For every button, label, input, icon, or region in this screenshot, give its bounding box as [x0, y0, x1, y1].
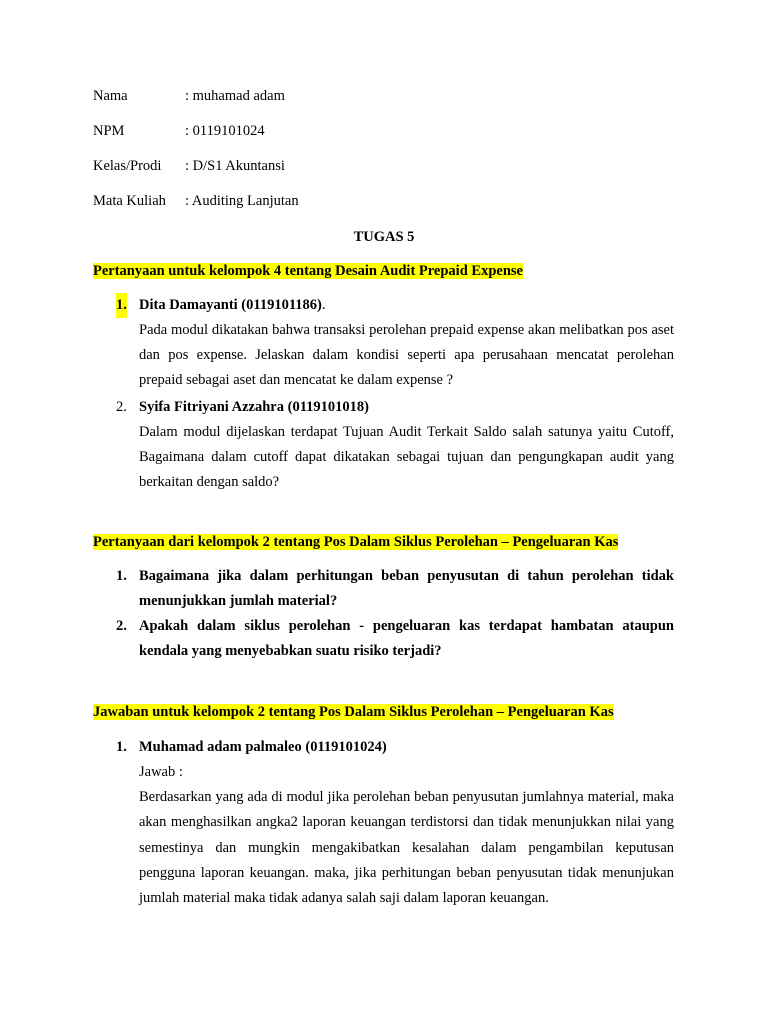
- section1-heading: [93, 262, 523, 280]
- list-number: 2.: [116, 618, 127, 634]
- question-text: Bagaimana jika dalam perhitungan beban penyusutan di tahun perolehan tidak menunjukkan jumlah material?: [139, 568, 674, 610]
- list-number: 1.: [116, 568, 127, 584]
- name-suffix: .: [321, 297, 326, 313]
- list-item-body: [139, 293, 674, 394]
- answer-text: Berdasarkan yang ada di modul jika perolehan beban penyusutan jumlahnya material, maka akan menghasilkan angka2 laporan keuangan terdistorsi dan tidak menunjukkan nilai yang semestinya dan mungkin mengakibatkan kesalahan dalam pengambilan keputusan pengguna laporan keuangan. maka, jika perhitungan beban penyusutan tidak menunjukan jumlah material maka tidak adanya salah saji dalam laporan keuangan.: [139, 789, 674, 907]
- npm-value: : 0119101024: [185, 123, 265, 139]
- npm-label: NPM: [93, 123, 125, 139]
- list-number: 2.: [116, 399, 127, 415]
- question-text: Dalam modul dijelaskan terdapat Tujuan Audit Terkait Saldo salah satunya yaitu Cutoff, Bagaimana dalam cutoff dapat dikatakan sebagai tujuan dan pengungkapan audit yang berkaitan dengan saldo?: [139, 424, 674, 491]
- page-title: TUGAS 5: [353, 229, 415, 245]
- list-item-body: [139, 614, 674, 664]
- question-text: Apakah dalam siklus perolehan - pengeluaran kas terdapat hambatan ataupun kendala yang menyebabkan suatu risiko terjadi?: [139, 618, 674, 660]
- matkul-label: Mata Kuliah: [93, 193, 166, 209]
- list-item-body: [139, 395, 674, 496]
- kelas-value: : D/S1 Akuntansi: [185, 158, 285, 174]
- section3-heading: [93, 703, 614, 721]
- question-text: Pada modul dikatakan bahwa transaksi perolehan prepaid expense akan melibatkan pos aset dan pos expense. Jelaskan dalam kondisi seperti apa perusahaan mencatat perolehan prepaid sebagai aset dan mencatat ke dalam expense ?: [139, 322, 674, 389]
- list-item-body: [139, 564, 674, 614]
- section3-heading-text: Jawaban untuk kelompok 2 tentang Pos Dalam Siklus Perolehan – Pengeluaran Kas: [93, 704, 614, 720]
- kelas-label: Kelas/Prodi: [93, 158, 162, 174]
- list-number: 1.: [116, 293, 127, 318]
- section2-heading-text: Pertanyaan dari kelompok 2 tentang Pos Dalam Siklus Perolehan – Pengeluaran Kas: [93, 534, 619, 550]
- student-name: Muhamad adam palmaleo (0119101024): [139, 739, 387, 755]
- section1-heading-text: Pertanyaan untuk kelompok 4 tentang Desain Audit Prepaid Expense: [93, 263, 523, 279]
- section2-heading: [93, 533, 618, 551]
- student-name: Syifa Fitriyani Azzahra (0119101018): [139, 399, 369, 415]
- nama-label: Nama: [93, 88, 128, 104]
- matkul-value: : Auditing Lanjutan: [185, 193, 299, 209]
- student-name: Dita Damayanti (0119101186): [139, 297, 322, 313]
- list-number: 1.: [116, 739, 127, 755]
- list-item-body: [139, 735, 674, 911]
- nama-value: : muhamad adam: [185, 88, 285, 104]
- jawab-label: Jawab :: [139, 764, 183, 780]
- list-item-title: [139, 293, 674, 318]
